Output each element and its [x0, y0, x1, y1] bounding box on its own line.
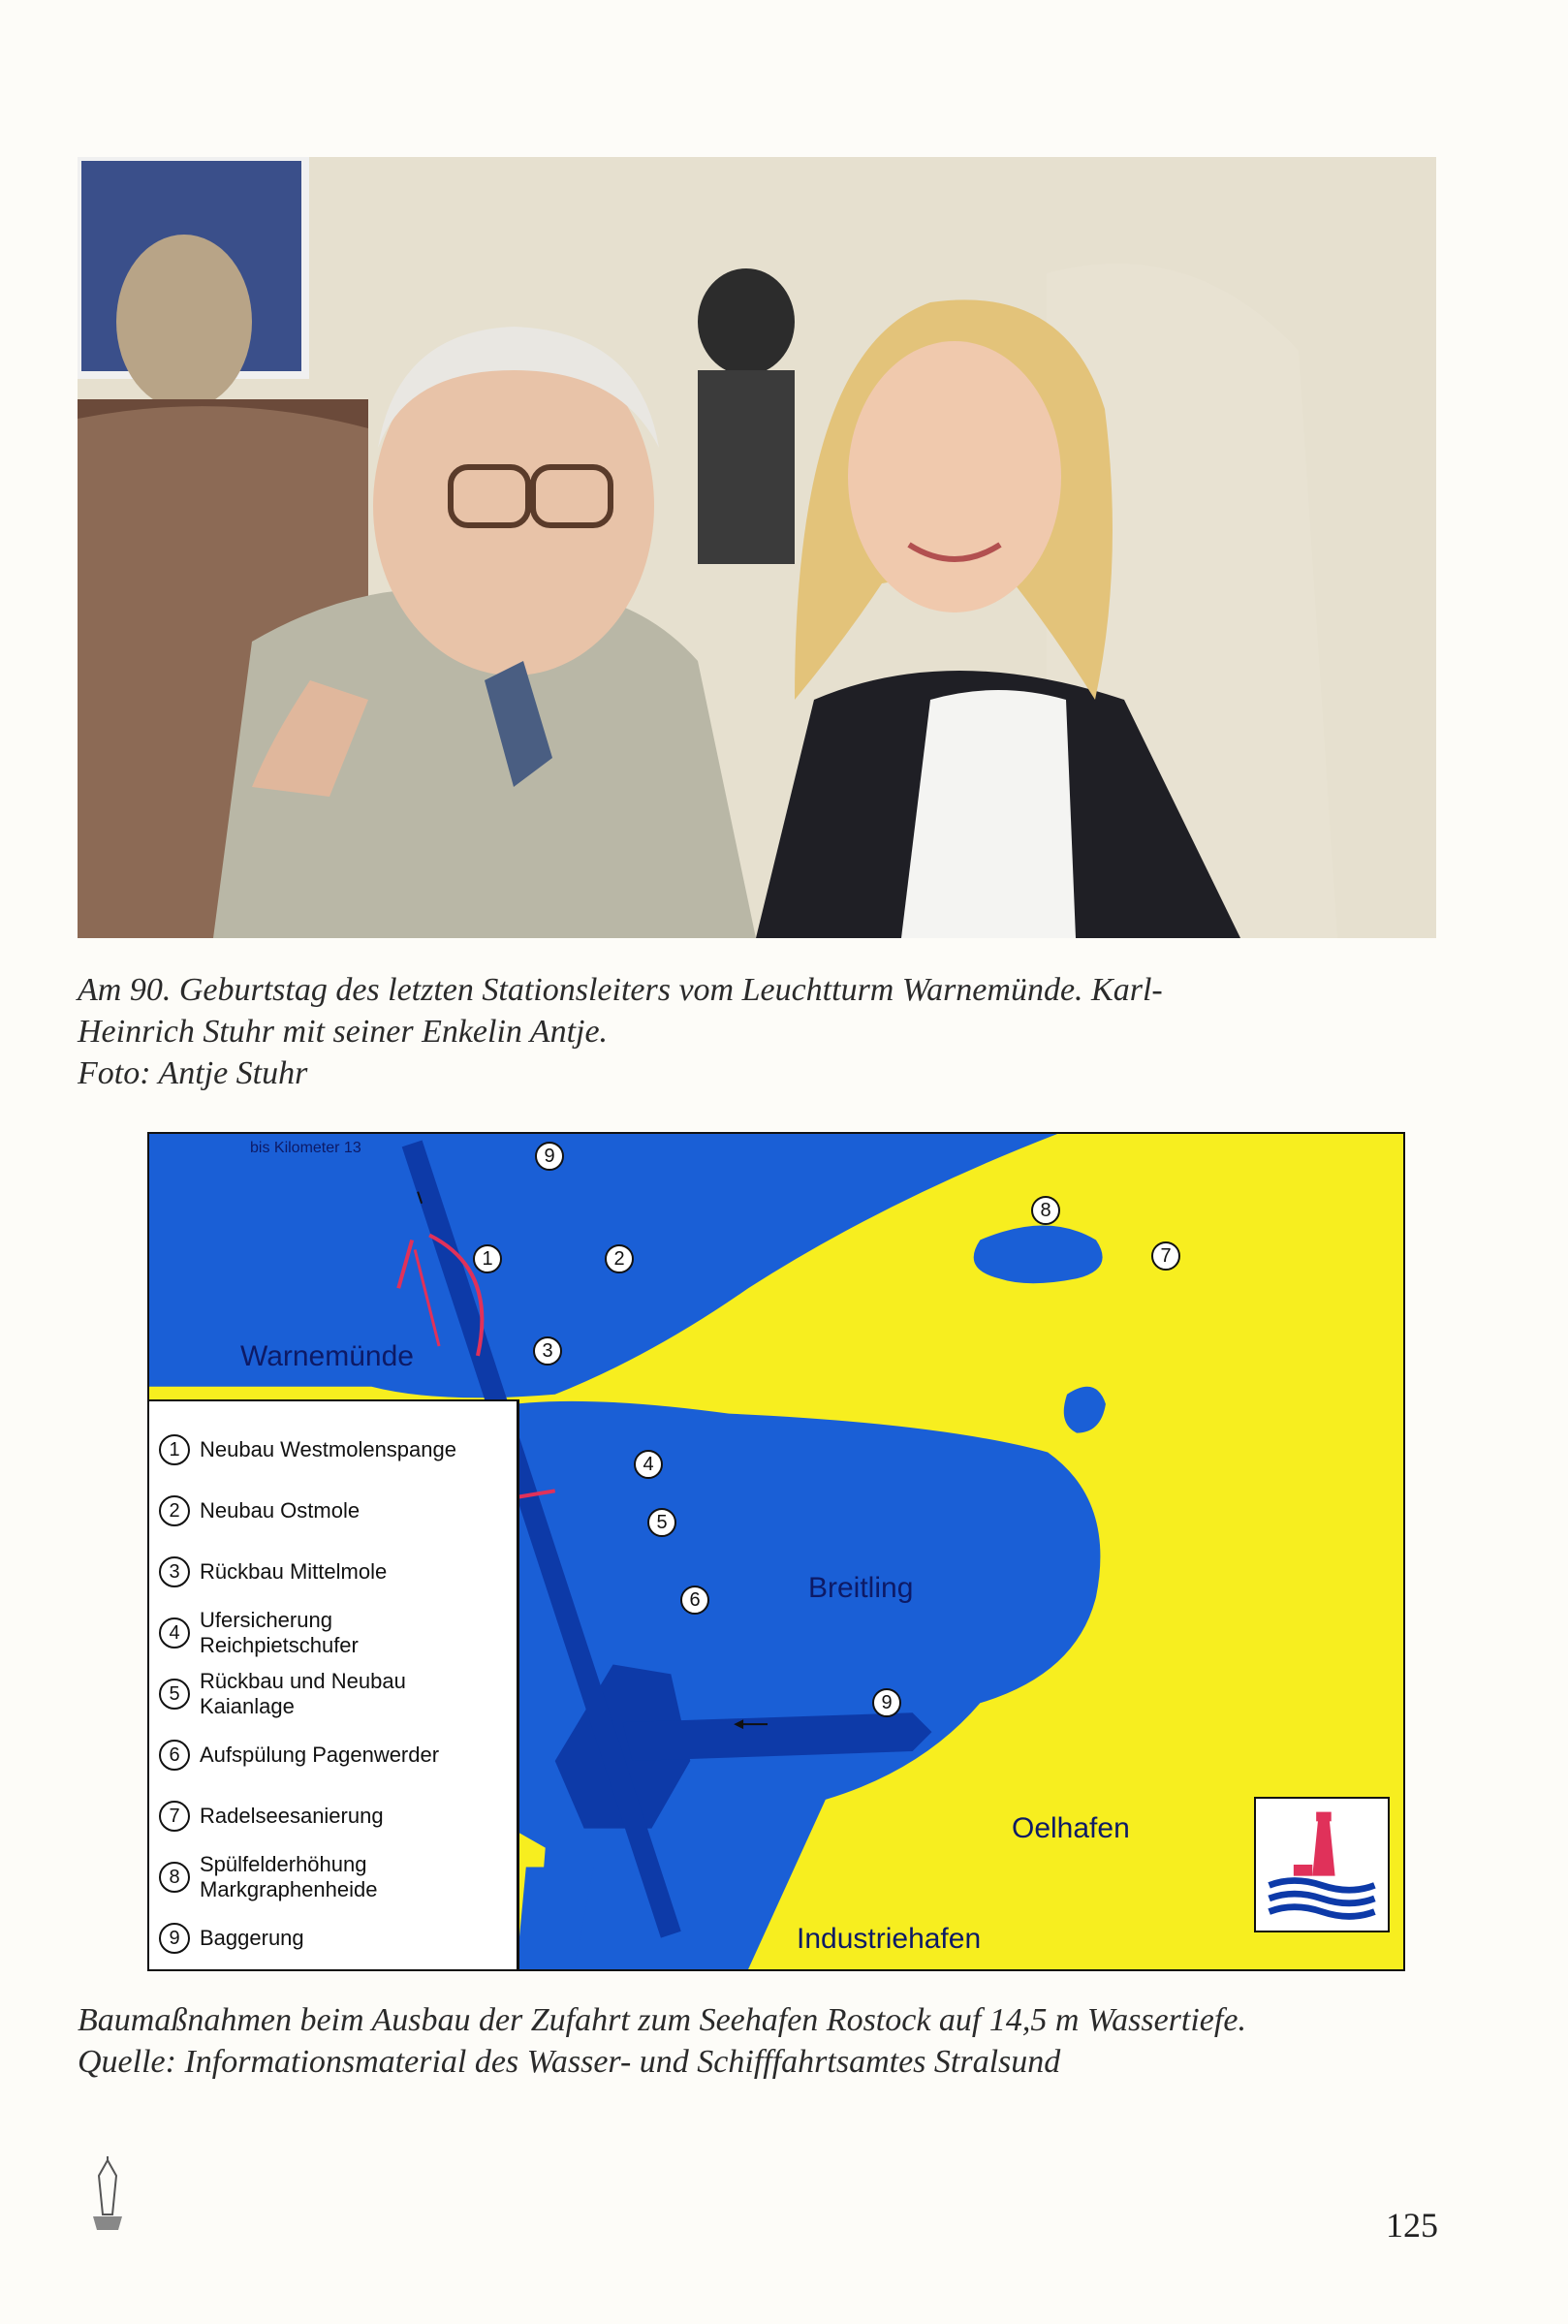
map-legend	[149, 1399, 519, 1971]
legend-number: 5	[159, 1679, 190, 1710]
legend-text: Rückbau Mittelmole	[200, 1558, 388, 1584]
harbor-map	[147, 1132, 1405, 1971]
legend-item	[159, 1419, 517, 1480]
map-caption-line-2: Quelle: Informationsmaterial des Wasser- und Schifffahrtsamtes Stralsund	[78, 2044, 1061, 2080]
lighthouse-ornament-icon	[83, 2156, 132, 2234]
marker-4: 4	[634, 1450, 663, 1479]
legend-number: 7	[159, 1801, 190, 1832]
marker-9-channel: 9	[872, 1688, 901, 1717]
photo-caption	[78, 969, 1454, 1094]
marker-1: 1	[473, 1244, 502, 1273]
legend-text: Neubau Ostmole	[200, 1497, 361, 1523]
legend-item	[159, 1663, 517, 1724]
legend-item	[159, 1602, 517, 1663]
legend-number: 3	[159, 1556, 190, 1587]
photo-illustration	[78, 157, 1436, 938]
legend-text: Ufersicherung Reichpietschufer	[200, 1607, 359, 1657]
marker-8: 8	[1031, 1196, 1060, 1225]
legend-number: 9	[159, 1923, 190, 1954]
photo-caption-line-2: Heinrich Stuhr mit seiner Enkelin Antje.	[78, 1014, 609, 1050]
map-caption	[78, 1999, 1454, 2083]
legend-item	[159, 1785, 517, 1846]
photo-caption-line-3: Foto: Antje Stuhr	[78, 1055, 308, 1091]
marker-6: 6	[680, 1586, 709, 1615]
marker-7: 7	[1151, 1241, 1180, 1271]
breitling-label: Breitling	[808, 1572, 914, 1604]
marker-5: 5	[647, 1508, 676, 1537]
warnemuende-label: Warnemünde	[240, 1340, 414, 1372]
marker-2: 2	[605, 1244, 634, 1273]
legend-number: 6	[159, 1740, 190, 1771]
legend-item	[159, 1907, 517, 1968]
photo-caption-line-1: Am 90. Geburtstag des letzten Stationsleiters vom Leuchtturm Warnemünde. Karl-	[78, 972, 1163, 1008]
marker-3: 3	[533, 1336, 562, 1366]
km-13-label: bis Kilometer 13	[250, 1140, 361, 1156]
legend-text: Neubau Westmolenspange	[200, 1436, 456, 1461]
legend-number: 8	[159, 1862, 190, 1893]
legend-item	[159, 1724, 517, 1785]
legend-number: 2	[159, 1495, 190, 1526]
legend-item	[159, 1541, 517, 1602]
legend-item	[159, 1846, 517, 1907]
industriehafen-label: Industriehafen	[797, 1923, 982, 1955]
oelhafen-label: Oelhafen	[1012, 1812, 1130, 1844]
legend-text: Rückbau und Neubau Kaianlage	[200, 1668, 406, 1718]
legend-text: Spülfelderhöhung Markgraphenheide	[200, 1851, 378, 1901]
photo-karl-heinrich-and-antje	[78, 157, 1436, 938]
legend-item	[159, 1480, 517, 1541]
lighthouse-waves-icon	[1256, 1799, 1388, 1931]
map-caption-line-1: Baumaßnahmen beim Ausbau der Zufahrt zum Seehafen Rostock auf 14,5 m Wassertiefe.	[78, 2002, 1246, 2038]
wsa-logo	[1254, 1797, 1390, 1932]
legend-text: Radelseesanierung	[200, 1803, 384, 1828]
page-number: 125	[1386, 2206, 1438, 2245]
legend-text: Baggerung	[200, 1925, 304, 1950]
legend-text: Aufspülung Pagenwerder	[200, 1742, 440, 1767]
marker-9-top: 9	[535, 1142, 564, 1171]
legend-number: 1	[159, 1434, 190, 1465]
legend-number: 4	[159, 1617, 190, 1649]
